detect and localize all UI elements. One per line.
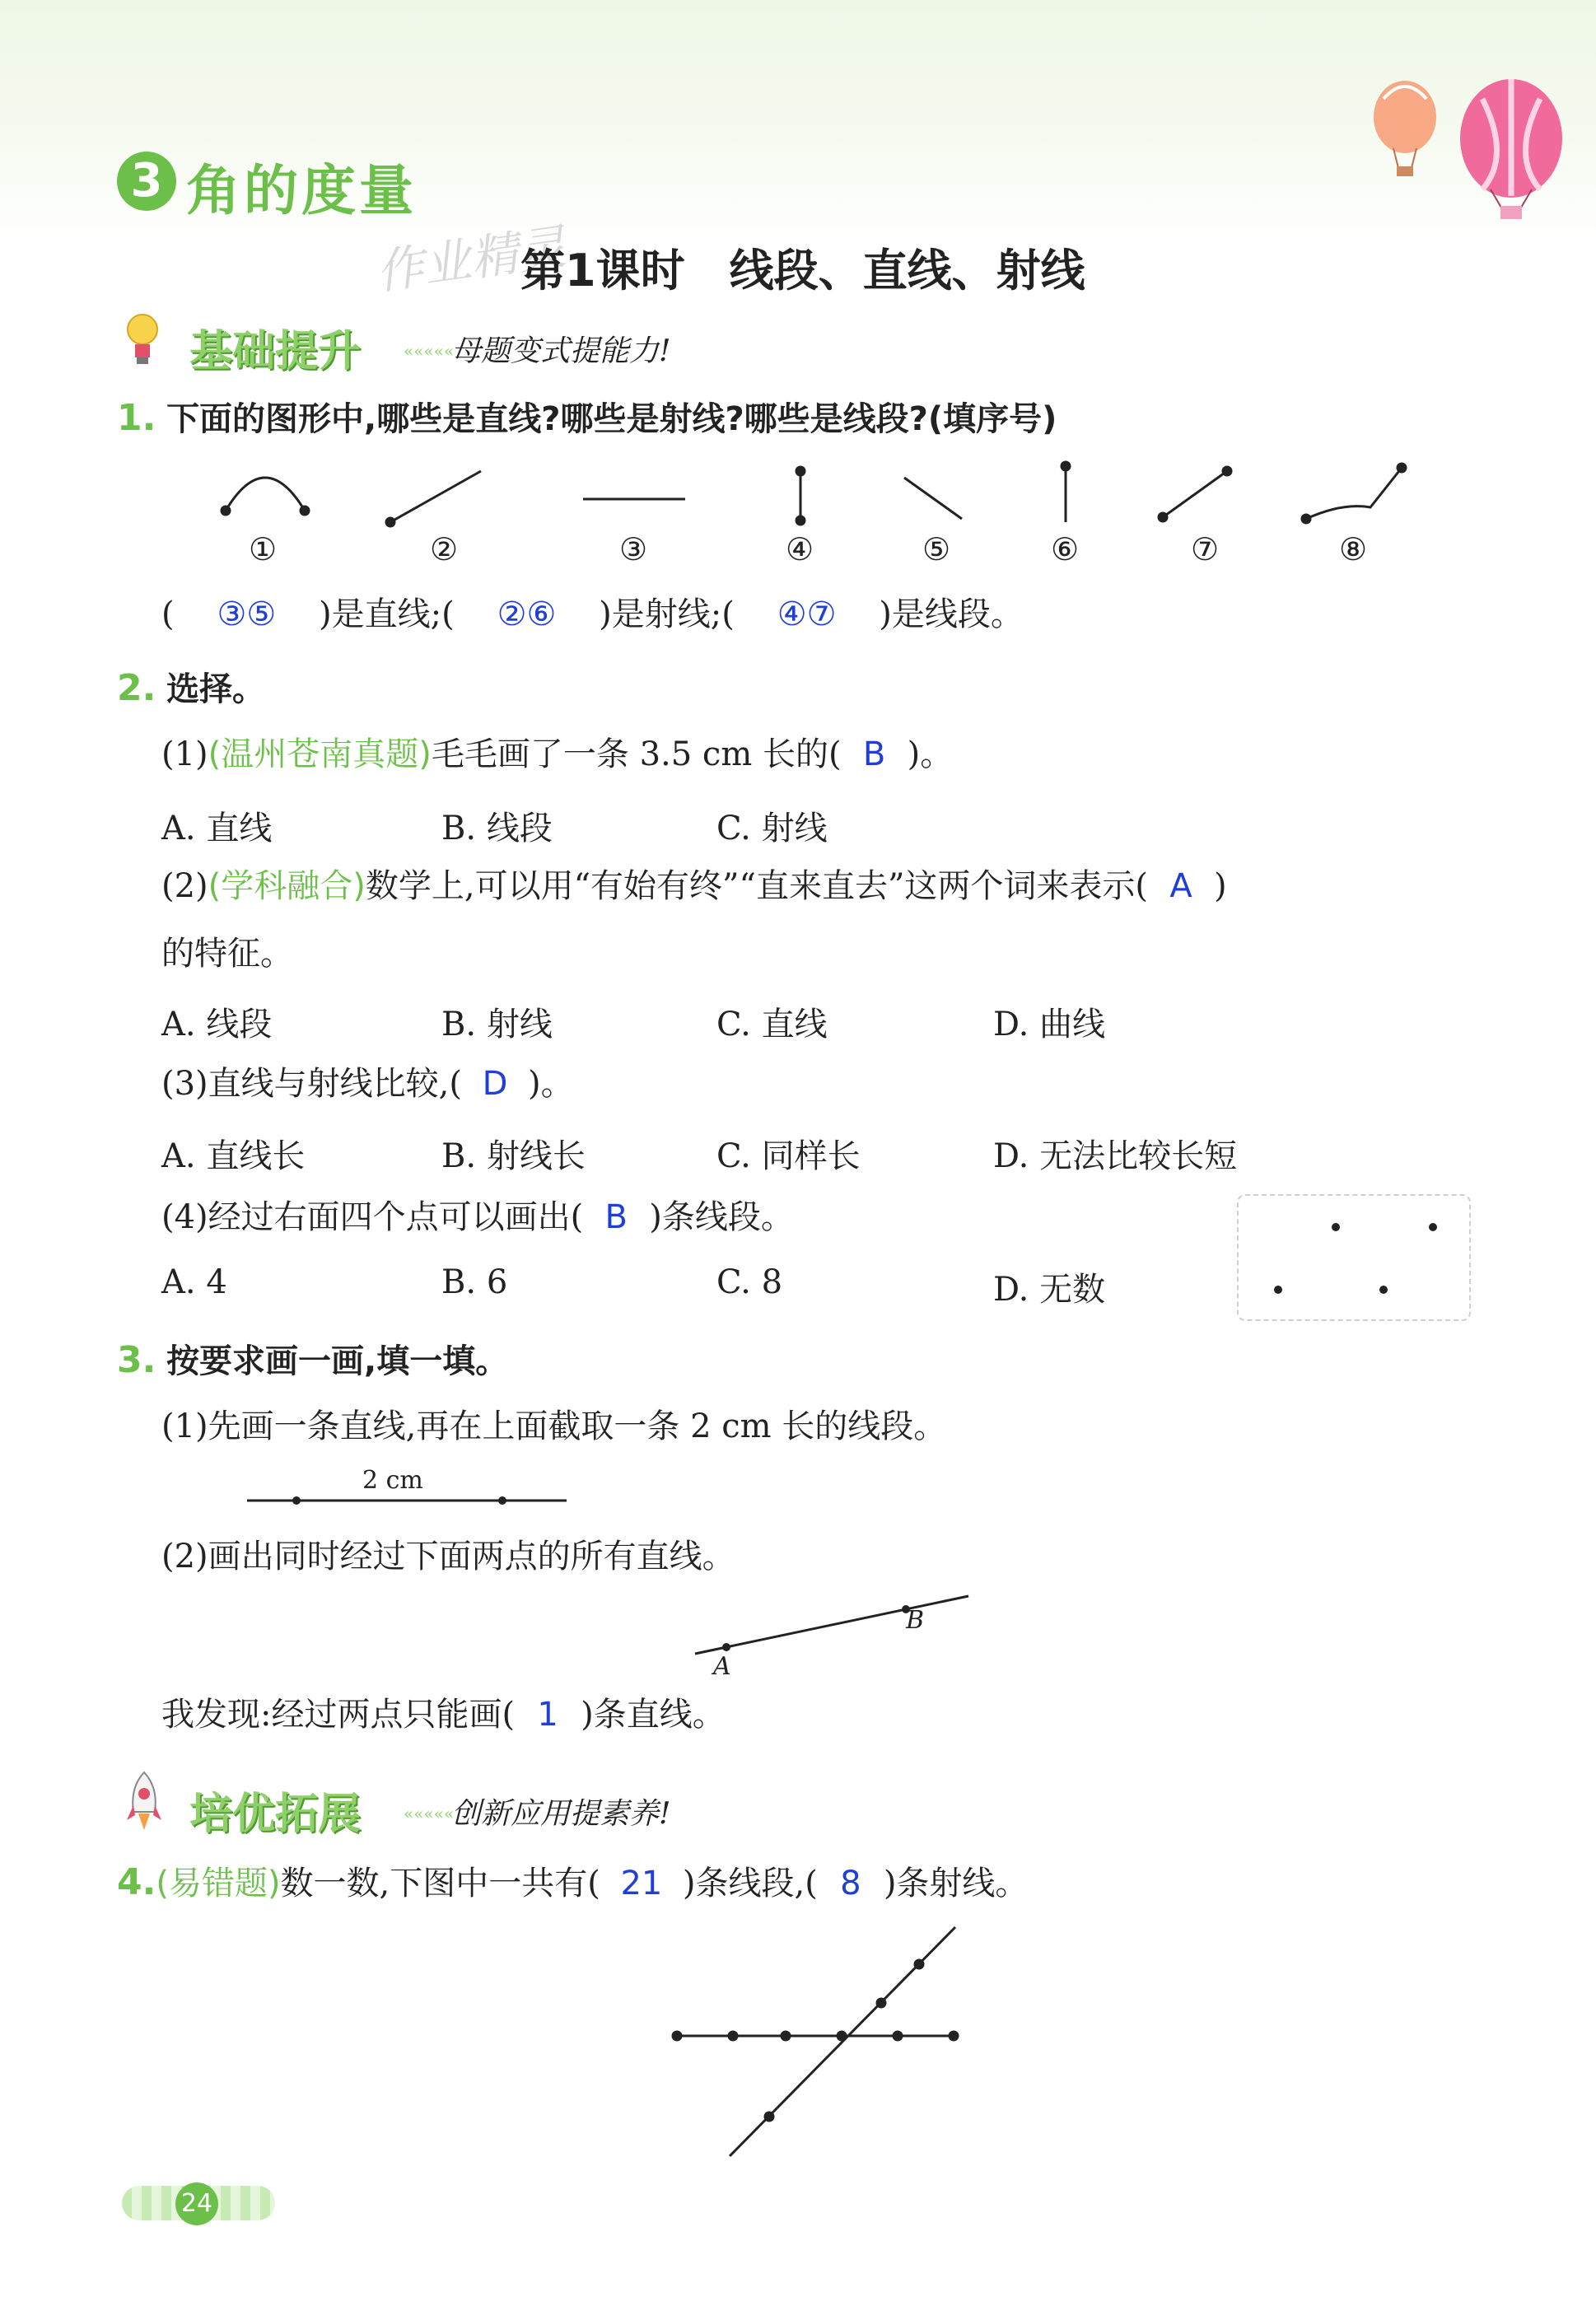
- q2-3-option-a: A. 直线长: [161, 1137, 306, 1175]
- q1-answer-lines: ③⑤: [217, 595, 277, 633]
- q1-answer-segments: ④⑦: [777, 595, 837, 633]
- line-through-ab: [695, 1596, 968, 1654]
- point: [877, 1999, 885, 2007]
- q1-answer-text-3: )是线段。: [879, 595, 1024, 633]
- q2-3-end: )。: [527, 1065, 574, 1103]
- point: [915, 1960, 923, 1968]
- q2-2-answer: A: [1169, 867, 1192, 905]
- point: [765, 2112, 773, 2121]
- q2-1-end: )。: [907, 735, 954, 773]
- figure-2-endpoint: [386, 518, 394, 526]
- q2-3-option-d: D. 无法比较长短: [993, 1137, 1238, 1175]
- q3-finding-text: 我发现:经过两点只能画(: [161, 1696, 516, 1734]
- point: [1429, 1223, 1437, 1231]
- q2-1-line: [161, 735, 953, 774]
- q1-answer-rays: ②⑥: [497, 595, 557, 633]
- point: [673, 2032, 681, 2040]
- q2-4-option-c: C. 8: [716, 1263, 783, 1301]
- q2-2-option-b: B. 射线: [441, 1006, 553, 1043]
- q2-4-end: )条线段。: [649, 1198, 794, 1236]
- segment-endpoint: [498, 1496, 506, 1505]
- q2-1-option-b: B. 线段: [441, 810, 553, 847]
- q2-1-option-a: A. 直线: [161, 810, 273, 847]
- q2-1-tag: (温州苍南真题): [208, 735, 432, 773]
- q3-1-length-label: 2 cm: [362, 1466, 423, 1495]
- figure-1-arc: [226, 478, 305, 511]
- q2-1-answer: B: [862, 735, 886, 773]
- q4-line: [117, 1863, 1028, 1903]
- rocket-icon: [125, 1771, 163, 1833]
- q4-answer-rays: 8: [840, 1865, 861, 1902]
- q2-1-option-c: C. 射线: [716, 810, 828, 847]
- q2-title: 选择。: [166, 670, 266, 708]
- figure-7-endpoint: [1159, 513, 1167, 521]
- q2-4-line: [161, 1197, 794, 1237]
- watermark: 作业精灵: [372, 218, 570, 301]
- figure-label-1: ①: [249, 531, 278, 567]
- figure-label-3: ③: [619, 531, 648, 567]
- q2-2-option-c: C. 直线: [716, 1006, 828, 1043]
- q2-4-answer: B: [604, 1198, 628, 1236]
- q1-text: 下面的图形中,哪些是直线?哪些是射线?哪些是线段?(填序号): [166, 400, 1057, 438]
- q2-3-line: [161, 1064, 574, 1104]
- q1-number: 1.: [117, 397, 156, 439]
- figure-7-endpoint: [1223, 467, 1231, 475]
- q4-answer-segments: 21: [620, 1865, 663, 1902]
- figure-6-endpoint: [1062, 462, 1070, 470]
- q2-number: 2.: [117, 667, 156, 709]
- point: [838, 2032, 846, 2040]
- figure-8-curve: [1306, 468, 1402, 519]
- page-number: 24: [175, 2182, 218, 2225]
- section-subtitle-basic: 母题变式提能力!: [451, 334, 671, 368]
- q2-4-option-d: D. 无数: [993, 1271, 1106, 1309]
- four-points-box: [1237, 1194, 1471, 1321]
- q2-3-option-c: C. 同样长: [716, 1137, 861, 1175]
- figure-2-ray: [390, 471, 481, 522]
- q2-2-continuation: 的特征。: [161, 935, 293, 973]
- q2-4-option-a: A. 4: [161, 1263, 227, 1301]
- figure-label-2: ②: [430, 531, 459, 567]
- figure-1-endpoint: [222, 506, 230, 515]
- point: [894, 2032, 902, 2040]
- q2-3-option-b: B. 射线长: [441, 1137, 586, 1175]
- paren-open: (: [161, 595, 175, 633]
- q4-number: 4.: [117, 1861, 156, 1903]
- q2-prompt: [117, 669, 265, 709]
- figure-1-endpoint: [301, 506, 309, 515]
- q3-1-text: (1)先画一条直线,再在上面截取一条 2 cm 长的线段。: [161, 1407, 947, 1445]
- point: [1274, 1286, 1282, 1294]
- q4-tag: (易错题): [156, 1865, 281, 1902]
- q3-finding-line: [161, 1695, 726, 1734]
- four-points: [1239, 1196, 1469, 1319]
- point-a-label: A: [713, 1652, 731, 1681]
- figure-label-7: ⑦: [1191, 531, 1220, 567]
- q1-answer-line: [161, 595, 1024, 634]
- section-title-advanced: 培优拓展: [189, 1790, 362, 1839]
- q1-answer-text-2: )是射线;(: [599, 595, 735, 633]
- point: [1379, 1286, 1388, 1294]
- point-a: [722, 1643, 730, 1651]
- point: [729, 2032, 737, 2040]
- figure-label-4: ④: [786, 531, 814, 567]
- q2-4-text: (4)经过右面四个点可以画出(: [161, 1198, 584, 1236]
- q2-3-answer: D: [482, 1065, 508, 1103]
- q4-text-1: 数一数,下图中一共有(: [280, 1865, 600, 1902]
- q2-2-tag: (学科融合): [208, 867, 366, 905]
- q2-2-option-a: A. 线段: [161, 1006, 273, 1043]
- q3-finding-end: )条直线。: [581, 1696, 726, 1734]
- q4-text-3: )条射线。: [883, 1865, 1029, 1902]
- q2-1-prefix: (1): [161, 735, 208, 773]
- point: [782, 2032, 790, 2040]
- q1-figures: [198, 453, 1433, 585]
- figure-4-endpoint: [796, 467, 805, 475]
- figure-7-segment: [1163, 471, 1227, 517]
- q3-title: 按要求画一画,填一填。: [166, 1342, 509, 1380]
- q2-2-option-d: D. 曲线: [993, 1006, 1106, 1043]
- lesson-title: 第1课时 线段、直线、射线: [520, 245, 1085, 296]
- point: [950, 2032, 958, 2040]
- figure-4-endpoint: [796, 516, 805, 525]
- q2-3-text: (3)直线与射线比较,(: [161, 1065, 462, 1103]
- q1-prompt: [117, 399, 1057, 439]
- figure-8-endpoint: [1398, 464, 1406, 472]
- figure-label-6: ⑥: [1051, 531, 1080, 567]
- chapter-number-badge: 3: [117, 152, 176, 211]
- q2-2-line: [161, 866, 1227, 906]
- chevrons-icon: «««««: [404, 341, 455, 361]
- q2-1-text: 毛毛画了一条 3.5 cm 长的(: [431, 735, 842, 773]
- q1-answer-text-1: )是直线;(: [319, 595, 455, 633]
- figure-5-line: [904, 478, 962, 519]
- chapter-title: 角的度量: [186, 159, 417, 222]
- point-b-label: B: [906, 1606, 925, 1635]
- figure-label-8: ⑧: [1339, 531, 1368, 567]
- section-title-basic: 基础提升: [189, 327, 362, 376]
- q2-2-text: 数学上,可以用“有始有终”“直来直去”这两个词来表示(: [365, 867, 1149, 905]
- figure-8-endpoint: [1302, 515, 1310, 523]
- q3-prompt: [117, 1341, 508, 1381]
- q3-number: 3.: [117, 1339, 156, 1381]
- segment-endpoint: [292, 1496, 301, 1505]
- q2-4-option-b: B. 6: [441, 1263, 508, 1301]
- chevrons-icon: «««««: [404, 1804, 455, 1823]
- q3-2-text: (2)画出同时经过下面两点的所有直线。: [161, 1538, 735, 1575]
- section-subtitle-advanced: 创新应用提素养!: [451, 1797, 671, 1831]
- q3-finding-answer: 1: [537, 1696, 558, 1734]
- q2-2-prefix: (2): [161, 867, 208, 905]
- q4-text-2: )条线段,(: [682, 1865, 818, 1902]
- balloon-icon: [1351, 66, 1581, 222]
- q2-2-end: ): [1214, 867, 1227, 905]
- figure-label-5: ⑤: [922, 531, 951, 567]
- point: [1332, 1223, 1340, 1231]
- q4-figure: [659, 1919, 988, 2166]
- lightbulb-icon: [124, 310, 161, 367]
